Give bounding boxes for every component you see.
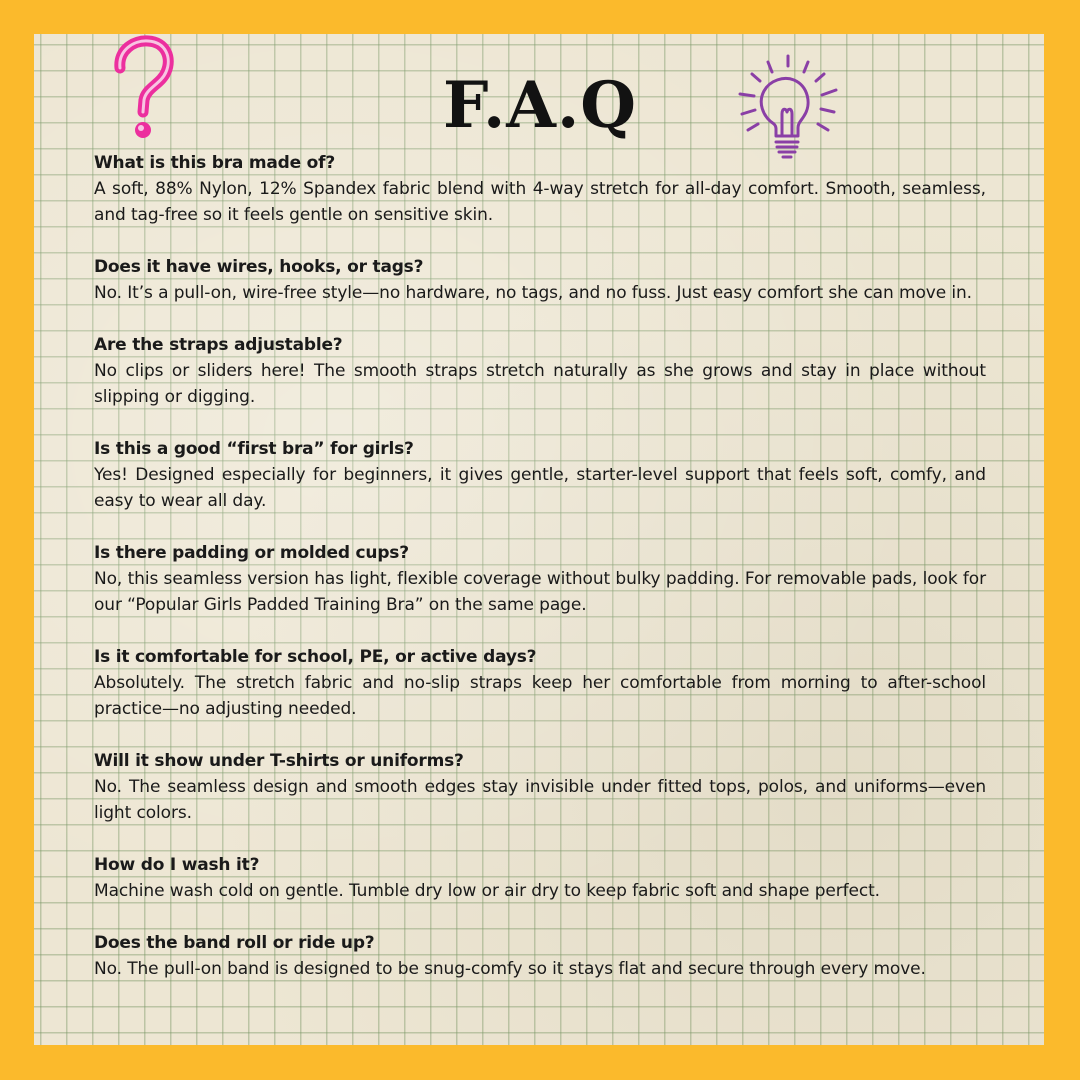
faq-question: Will it show under T-shirts or uniforms? xyxy=(94,751,464,771)
page-title: F.A.Q xyxy=(443,68,637,143)
faq-item xyxy=(94,254,986,306)
faq-item xyxy=(94,748,986,826)
faq-answer: A soft, 88% Nylon, 12% Spandex fabric blend with 4-way stretch for all-day comfort. Smooth, seamless, and tag-free so it feels gentle on sensitive skin. xyxy=(94,179,986,225)
faq-item xyxy=(94,644,986,722)
faq-answer: No. It’s a pull-on, wire-free style—no hardware, no tags, and no fuss. Just easy comfort she can move in. xyxy=(94,283,972,303)
faq-question: Does the band roll or ride up? xyxy=(94,933,375,953)
faq-list xyxy=(94,150,986,1008)
faq-item xyxy=(94,930,986,982)
faq-answer: Yes! Designed especially for beginners, it gives gentle, starter-level support that feels soft, comfy, and easy to wear all day. xyxy=(94,465,986,511)
light-bulb-icon xyxy=(726,52,850,164)
faq-answer: No, this seamless version has light, flexible coverage without bulky padding. For removable pads, look for our “Popular Girls Padded Training Bra” on the same page. xyxy=(94,569,986,615)
faq-item xyxy=(94,332,986,410)
faq-answer: Absolutely. The stretch fabric and no-slip straps keep her comfortable from morning to after-school practice—no adjusting needed. xyxy=(94,673,986,719)
faq-item xyxy=(94,436,986,514)
faq-question: Is it comfortable for school, PE, or active days? xyxy=(94,647,537,667)
faq-answer: No clips or sliders here! The smooth straps stretch naturally as she grows and stay in place without slipping or digging. xyxy=(94,361,986,407)
faq-answer: No. The pull-on band is designed to be snug-comfy so it stays flat and secure through every move. xyxy=(94,959,926,979)
faq-item xyxy=(94,540,986,618)
faq-answer: No. The seamless design and smooth edges stay invisible under fitted tops, polos, and uniforms—even light colors. xyxy=(94,777,986,823)
faq-question: How do I wash it? xyxy=(94,855,260,875)
faq-item xyxy=(94,852,986,904)
faq-answer: Machine wash cold on gentle. Tumble dry low or air dry to keep fabric soft and shape perfect. xyxy=(94,881,880,901)
faq-question: Does it have wires, hooks, or tags? xyxy=(94,257,424,277)
faq-question: What is this bra made of? xyxy=(94,153,336,173)
faq-question: Are the straps adjustable? xyxy=(94,335,343,355)
faq-item xyxy=(94,150,986,228)
faq-question: Is this a good “first bra” for girls? xyxy=(94,439,414,459)
faq-question: Is there padding or molded cups? xyxy=(94,543,409,563)
